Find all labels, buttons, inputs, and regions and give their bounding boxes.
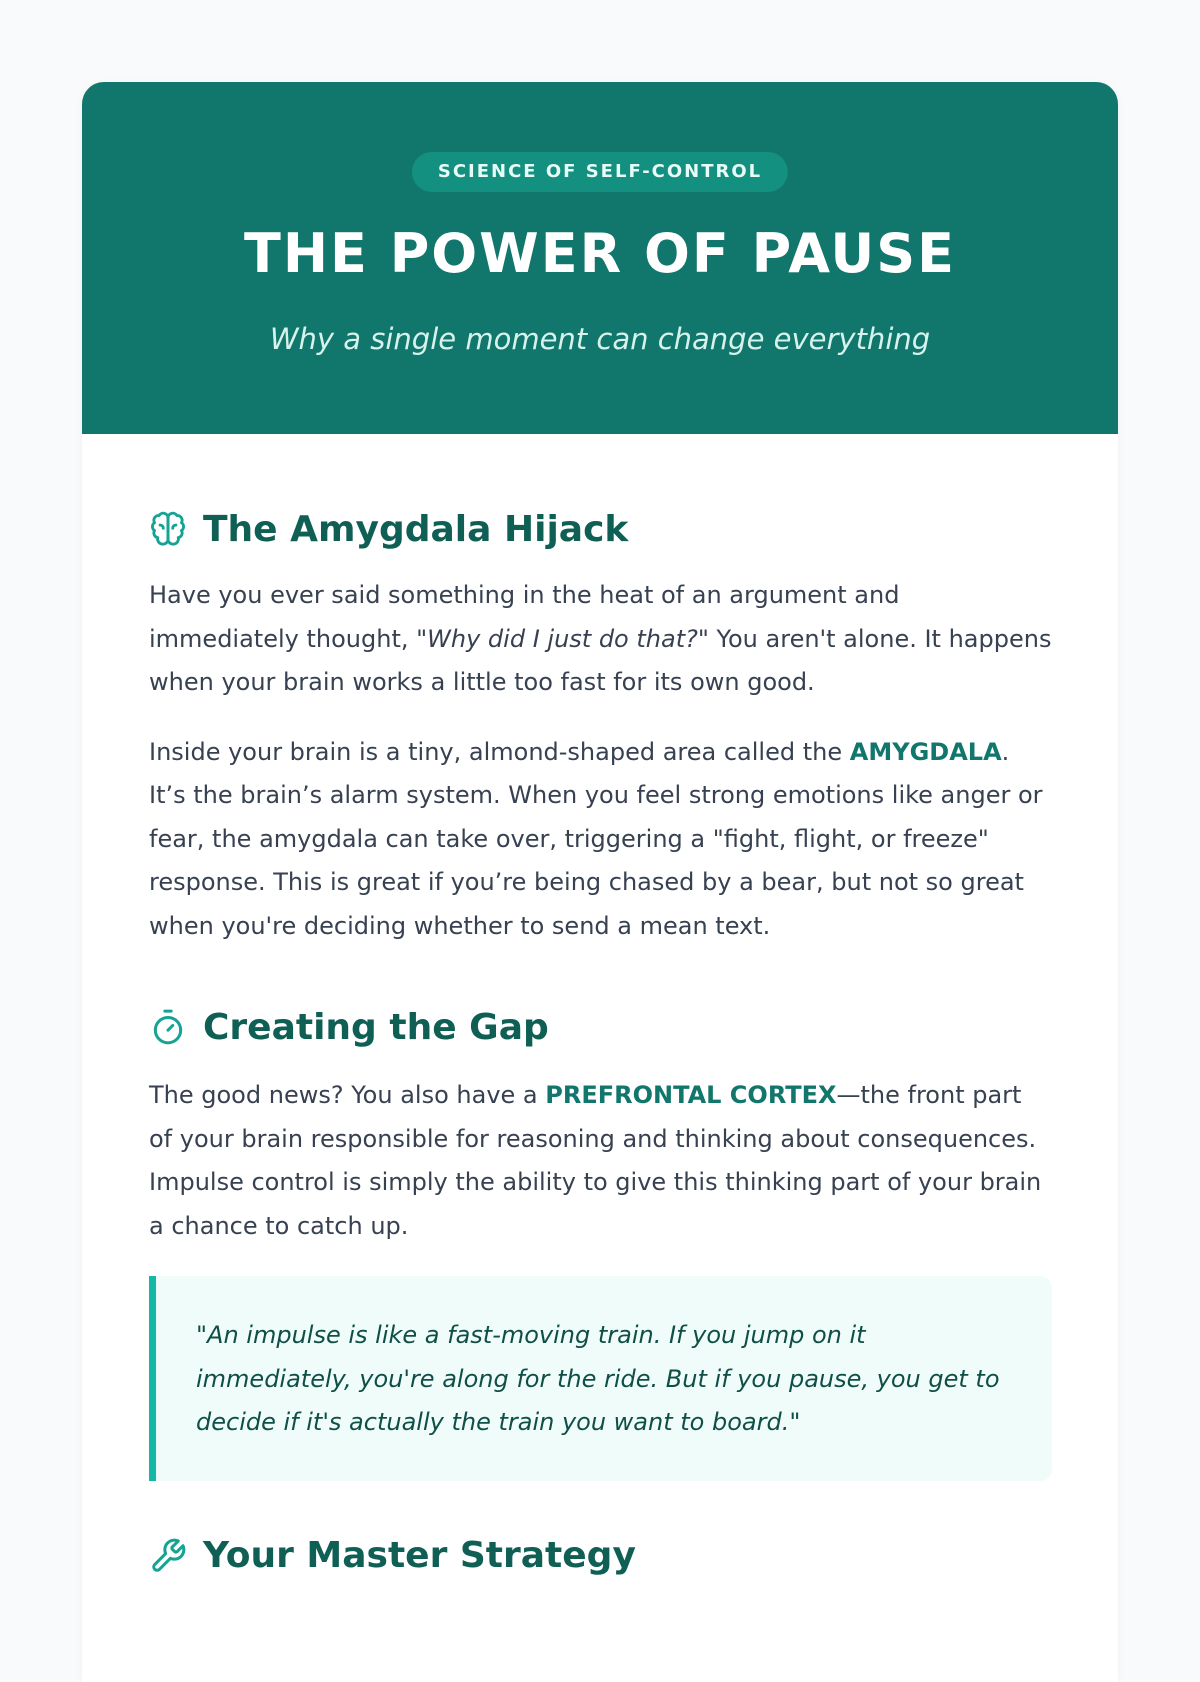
paragraph <box>149 731 1052 949</box>
hero-banner <box>82 82 1118 434</box>
page-title: THE POWER OF PAUSE <box>243 222 956 285</box>
paragraph-text: —the front part of your brain responsible for reasoning and thinking about consequences. Impulse control is simply the ability to give this thinking part of your brain a chance to catch up. <box>149 1081 1042 1240</box>
article-content <box>82 434 1118 1581</box>
pull-quote: "An impulse is like a fast-moving train. If you jump on it immediately, you're along for the ride. But if you pause, you get to decide if it's actually the train you want to board." <box>149 1276 1052 1481</box>
article-card <box>82 82 1118 1682</box>
emphasis-text: "Why did I just do that?" <box>416 624 709 653</box>
section-heading-text: Creating the Gap <box>203 1006 549 1048</box>
keyword-prefrontal-cortex: PREFRONTAL CORTEX <box>545 1081 837 1109</box>
paragraph-text: Inside your brain is a tiny, almond-shaped area called the <box>149 737 850 766</box>
paragraph-text: . It’s the brain’s alarm system. When you feel strong emotions like anger or fear, the amygdala can take over, triggering a "fight, flight, or freeze" response. This is great if you’re being chased by a bear, but not so great when you're deciding whether to send a mean text. <box>149 737 1043 940</box>
page-subtitle: Why a single moment can change everything <box>269 322 931 356</box>
section-heading <box>149 504 1052 554</box>
section-heading-text: Your Master Strategy <box>203 1535 636 1576</box>
section-heading-text: The Amygdala Hijack <box>203 508 629 550</box>
paragraph-text: The good news? You also have a <box>149 1081 546 1109</box>
stopwatch-icon <box>149 1008 187 1046</box>
paragraph-text: Have you ever said something in the heat of an argument and immediately thought, <box>149 581 900 653</box>
keyword-amygdala: AMYGDALA <box>849 737 1002 766</box>
wrench-icon <box>149 1537 187 1575</box>
brain-icon <box>149 510 187 548</box>
category-badge: SCIENCE OF SELF-CONTROL <box>412 152 788 192</box>
paragraph <box>149 574 1052 705</box>
section-heading <box>149 1531 1052 1581</box>
section-heading <box>149 1002 1052 1052</box>
paragraph-text: You aren't alone. It happens when your brain works a little too fast for its own good. <box>149 624 1052 696</box>
paragraph <box>149 1074 1052 1248</box>
